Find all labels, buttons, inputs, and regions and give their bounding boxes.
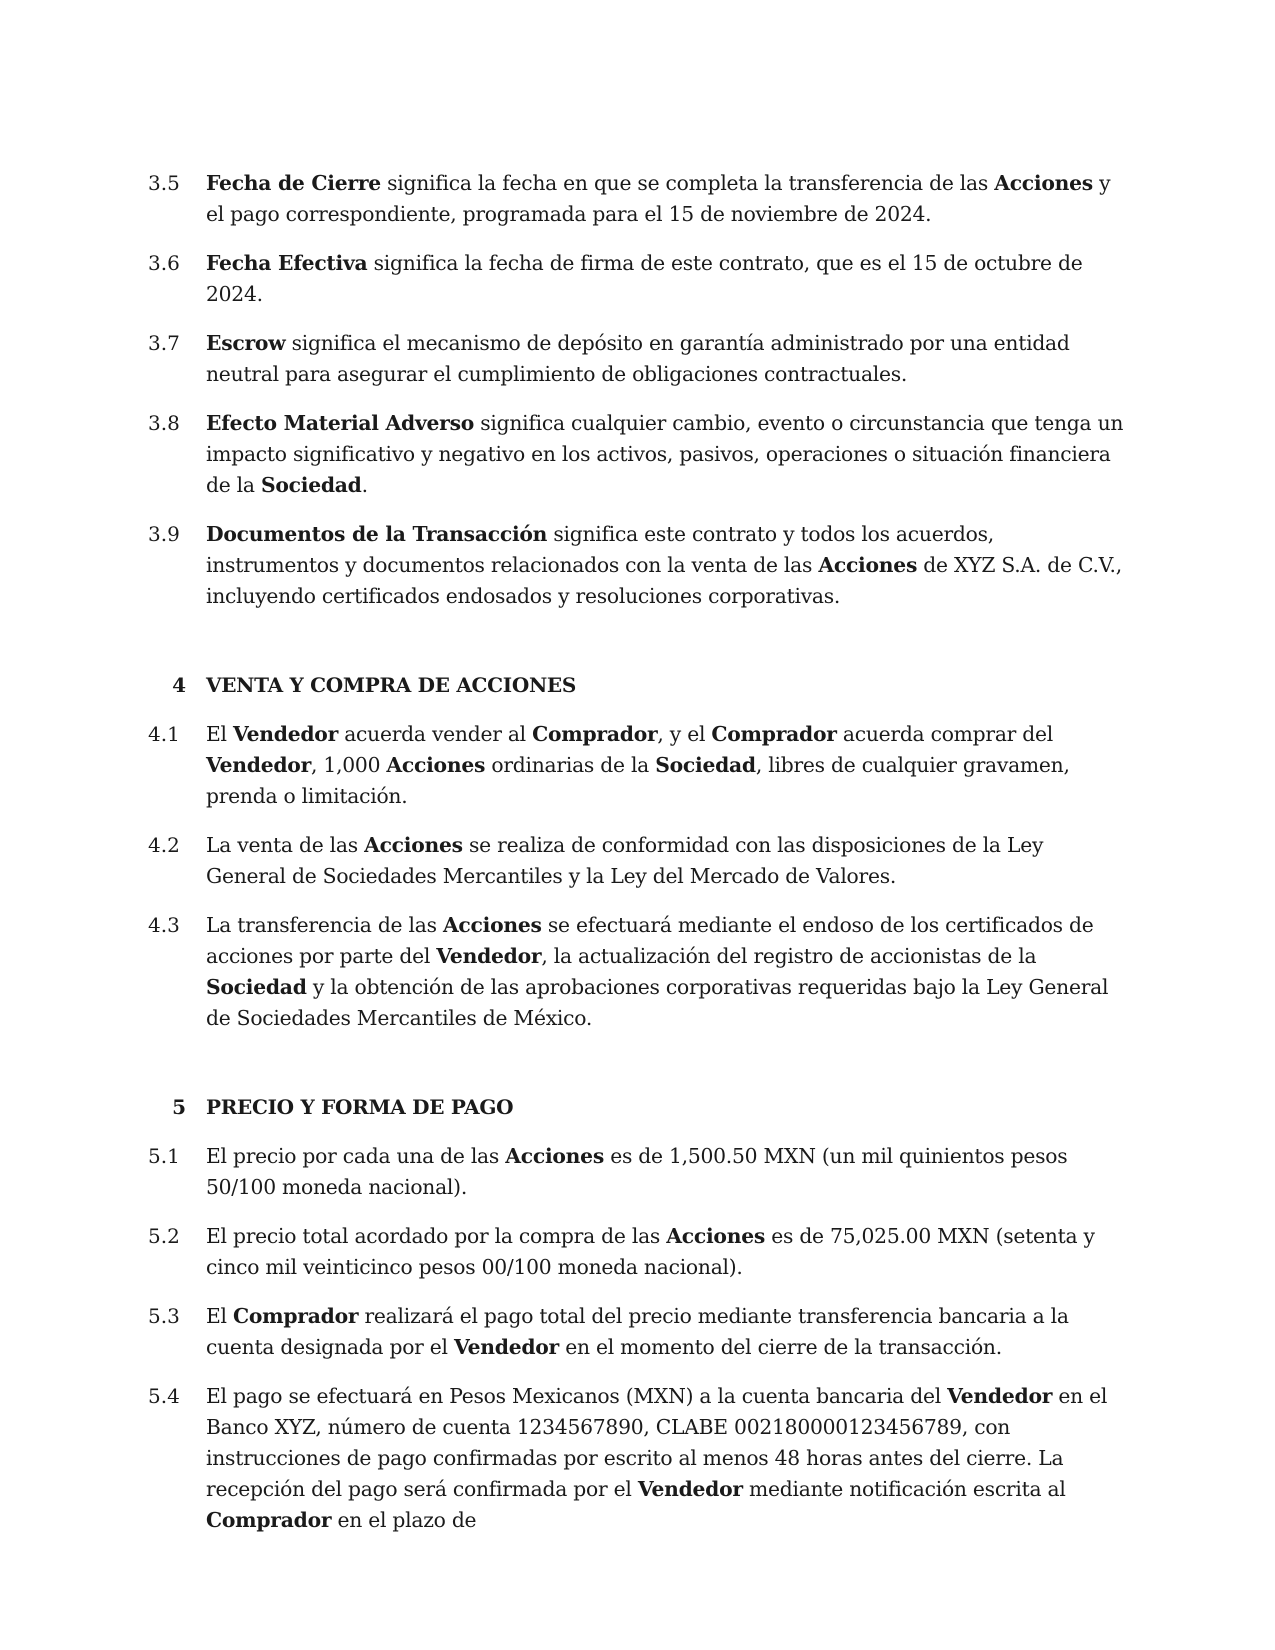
clause-text-segment: ordinarias de la bbox=[485, 753, 656, 777]
clause-number: 3.7 bbox=[148, 331, 180, 355]
defined-term: Acciones bbox=[818, 553, 918, 577]
defined-term: Sociedad bbox=[260, 473, 362, 497]
defined-term: Comprador bbox=[206, 1508, 332, 1532]
clause-text bbox=[206, 248, 1128, 310]
clause-text-segment: El bbox=[206, 1304, 233, 1328]
clause-text bbox=[206, 1381, 1128, 1536]
clause-text-segment: se efectuará mediante el endoso de los certificados de acciones por parte del bbox=[206, 913, 1094, 968]
clause-number: 3.9 bbox=[148, 522, 180, 546]
section-number: 4 bbox=[172, 673, 186, 697]
clause-text-segment: acuerda comprar del bbox=[836, 722, 1054, 746]
clause-text-segment: El precio total acordado por la compra de las bbox=[206, 1224, 667, 1248]
clause-item bbox=[148, 408, 1128, 501]
clause-list-section-4 bbox=[148, 719, 1128, 1034]
clause-text-segment: en el momento del cierre de la transacción. bbox=[559, 1335, 1002, 1359]
section-title: PRECIO Y FORMA DE PAGO bbox=[206, 1095, 514, 1119]
clause-text bbox=[206, 168, 1128, 230]
clause-text-segment: significa cualquier cambio, evento o circunstancia que tenga un impacto significativo y negativo en los activos, pasivos, operaciones o situación financiera de la bbox=[206, 411, 1124, 497]
defined-term: Escrow bbox=[206, 331, 286, 355]
clause-item bbox=[148, 910, 1128, 1034]
clause-number: 3.6 bbox=[148, 251, 180, 275]
clause-text-segment: La transferencia de las bbox=[206, 913, 443, 937]
clause-text-segment: El bbox=[206, 722, 233, 746]
clause-text-segment: significa el mecanismo de depósito en garantía administrado por una entidad neutral para asegurar el cumplimiento de obligaciones contractuales. bbox=[206, 331, 1070, 386]
defined-term: Fecha Efectiva bbox=[206, 251, 368, 275]
clause-item bbox=[148, 830, 1128, 892]
clause-text bbox=[206, 1141, 1128, 1203]
document-body bbox=[148, 168, 1128, 1554]
defined-term: Vendedor bbox=[233, 722, 339, 746]
clause-text-segment: es de 1,500.50 MXN (un mil quinientos pesos 50/100 moneda nacional). bbox=[206, 1144, 1068, 1199]
clause-item bbox=[148, 1381, 1128, 1536]
clause-number: 5.2 bbox=[148, 1224, 180, 1248]
clause-text-segment: de XYZ S.A. de C.V., incluyendo certificados endosados y resoluciones corporativas. bbox=[206, 553, 1122, 608]
defined-term: Acciones bbox=[364, 833, 463, 857]
defined-term: Acciones bbox=[442, 913, 542, 937]
clause-text-segment: en el plazo de bbox=[331, 1508, 477, 1532]
defined-term: Acciones bbox=[666, 1224, 766, 1248]
defined-term: Efecto Material Adverso bbox=[206, 411, 475, 435]
defined-term: Fecha de Cierre bbox=[206, 171, 381, 195]
clause-number: 5.3 bbox=[148, 1304, 180, 1328]
defined-term: Acciones bbox=[994, 171, 1093, 195]
defined-term: Vendedor bbox=[947, 1384, 1053, 1408]
defined-term: Documentos de la Transacción bbox=[206, 522, 548, 546]
clause-text bbox=[206, 719, 1128, 812]
defined-term: Acciones bbox=[386, 753, 486, 777]
clause-item bbox=[148, 519, 1128, 612]
clause-text bbox=[206, 328, 1128, 390]
clause-text-segment: acuerda vender al bbox=[338, 722, 533, 746]
section-title: VENTA Y COMPRA DE ACCIONES bbox=[206, 673, 577, 697]
section-heading-5 bbox=[148, 1092, 1128, 1123]
clause-text-segment: mediante notificación escrita al bbox=[742, 1477, 1066, 1501]
defined-term: Vendedor bbox=[436, 944, 542, 968]
clause-text-segment: se realiza de conformidad con las disposiciones de la Ley General de Sociedades Mercantiles y la Ley del Mercado de Valores. bbox=[206, 833, 1044, 888]
clause-item bbox=[148, 1221, 1128, 1283]
clause-number: 4.3 bbox=[148, 913, 180, 937]
clause-item bbox=[148, 719, 1128, 812]
defined-term: Acciones bbox=[505, 1144, 604, 1168]
defined-term: Sociedad bbox=[206, 975, 307, 999]
defined-term: Vendedor bbox=[206, 753, 312, 777]
clause-list-section-5 bbox=[148, 1141, 1128, 1536]
clause-text bbox=[206, 519, 1128, 612]
clause-text bbox=[206, 910, 1128, 1034]
clause-text-segment: significa este contrato y todos los acuerdos, instrumentos y documentos relacionados con la venta de las bbox=[206, 522, 994, 577]
clause-text bbox=[206, 1301, 1128, 1363]
clause-text-segment: y el pago correspondiente, programada para el 15 de noviembre de 2024. bbox=[206, 171, 1111, 226]
clause-item bbox=[148, 1141, 1128, 1203]
clause-text bbox=[206, 830, 1128, 892]
clause-list-section-3 bbox=[148, 168, 1128, 612]
clause-item bbox=[148, 168, 1128, 230]
clause-text-segment: y la obtención de las aprobaciones corporativas requeridas bajo la Ley General de Sociedades Mercantiles de México. bbox=[206, 975, 1109, 1030]
clause-text-segment: en el Banco XYZ, número de cuenta 1234567890, CLABE 002180000123456789, con instrucciones de pago confirmadas por escrito al menos 48 horas antes del cierre. La recepción del pago será confirmada por el bbox=[206, 1384, 1108, 1501]
clause-text bbox=[206, 1221, 1128, 1283]
clause-number: 5.1 bbox=[148, 1144, 180, 1168]
section-heading-4 bbox=[148, 670, 1128, 701]
clause-number: 3.8 bbox=[148, 411, 180, 435]
clause-text-segment: significa la fecha en que se completa la transferencia de las bbox=[380, 171, 995, 195]
clause-text-segment: realizará el pago total del precio mediante transferencia bancaria a la cuenta designada por el bbox=[206, 1304, 1069, 1359]
defined-term: Vendedor bbox=[453, 1335, 559, 1359]
clause-text-segment: , 1,000 bbox=[311, 753, 387, 777]
defined-term: Vendedor bbox=[637, 1477, 743, 1501]
defined-term: Comprador bbox=[532, 722, 658, 746]
clause-text-segment: . bbox=[361, 473, 368, 497]
clause-text-segment: La venta de las bbox=[206, 833, 365, 857]
clause-number: 3.5 bbox=[148, 171, 180, 195]
defined-term: Comprador bbox=[711, 722, 837, 746]
clause-text-segment: , y el bbox=[657, 722, 712, 746]
clause-text-segment: significa la fecha de firma de este contrato, que es el 15 de octubre de 2024. bbox=[206, 251, 1083, 306]
clause-text-segment: El pago se efectuará en Pesos Mexicanos (MXN) a la cuenta bancaria del bbox=[206, 1384, 948, 1408]
clause-number: 5.4 bbox=[148, 1384, 180, 1408]
section-number: 5 bbox=[172, 1095, 186, 1119]
clause-text-segment: , la actualización del registro de accionistas de la bbox=[541, 944, 1037, 968]
clause-number: 4.1 bbox=[148, 722, 180, 746]
clause-text bbox=[206, 408, 1128, 501]
clause-item bbox=[148, 328, 1128, 390]
clause-number: 4.2 bbox=[148, 833, 180, 857]
defined-term: Sociedad bbox=[655, 753, 756, 777]
clause-text-segment: El precio por cada una de las bbox=[206, 1144, 506, 1168]
clause-text-segment: es de 75,025.00 MXN (setenta y cinco mil veinticinco pesos 00/100 moneda nacional). bbox=[206, 1224, 1095, 1279]
defined-term: Comprador bbox=[233, 1304, 359, 1328]
clause-text-segment: , libres de cualquier gravamen, prenda o limitación. bbox=[206, 753, 1070, 808]
clause-item bbox=[148, 1301, 1128, 1363]
clause-item bbox=[148, 248, 1128, 310]
